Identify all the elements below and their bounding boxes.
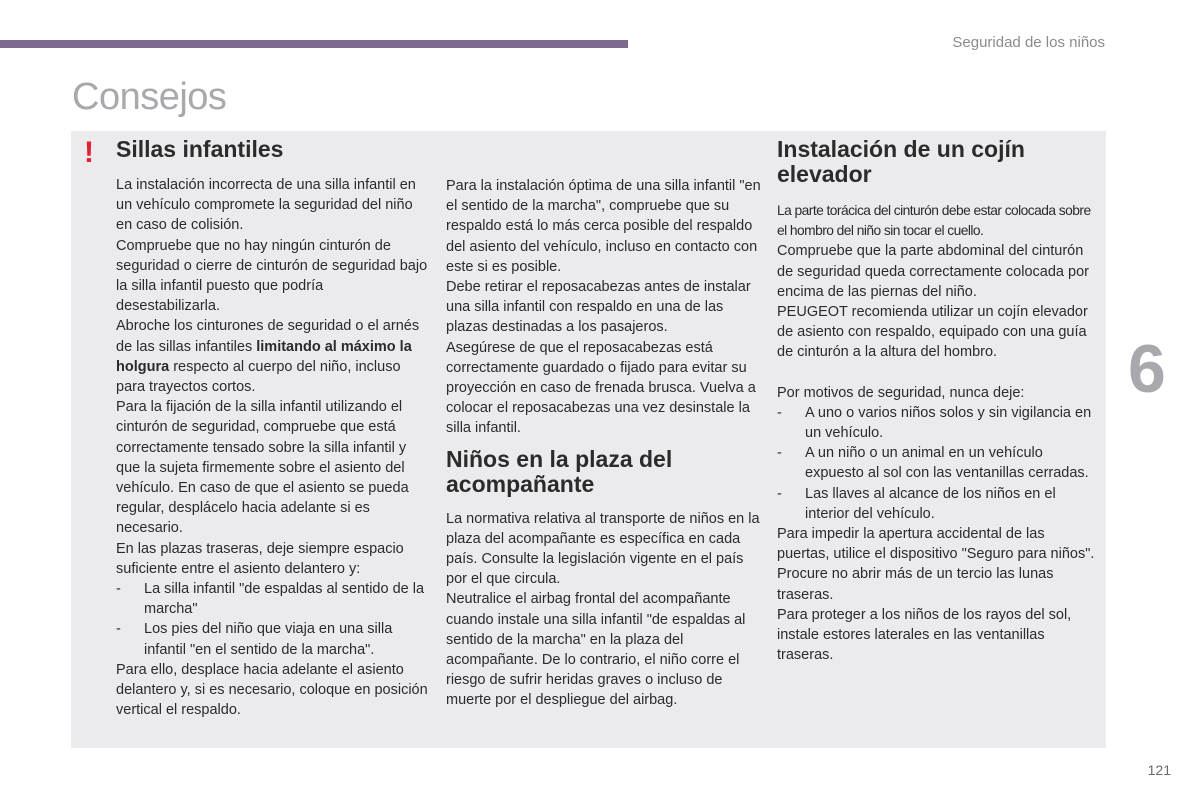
section-title-child-seats: Sillas infantiles [116, 136, 284, 162]
text-span: Abroche los cinturones de seguridad o el arnés de las sillas infantiles [116, 318, 420, 355]
section-title-booster-cushion: Instalación de un cojín elevador [777, 136, 1025, 187]
list-item: - Las llaves al alcance de los niños en el interior del vehículo. [777, 484, 1095, 524]
column-booster-cushion [777, 137, 1095, 665]
dash-list [116, 579, 428, 660]
chapter-number: 6 [1128, 331, 1166, 407]
dash-list [777, 403, 1095, 524]
paragraph: La instalación incorrecta de una silla infantil en un vehículo compromete la seguridad del niño en caso de colisión. [116, 177, 416, 234]
paragraph: Procure no abrir más de un tercio las lunas traseras. [777, 566, 1054, 603]
paragraph: PEUGEOT recomienda utilizar un cojín elevador de asiento con respaldo, equipado con una guía de cinturón a la altura del hombro. [777, 304, 1088, 361]
text-span: respecto al cuerpo del niño, incluso para trayectos cortos. [116, 358, 401, 396]
paragraph: La parte torácica del cinturón debe estar colocada sobre el hombro del niño sin tocar el cuello. [777, 203, 1091, 239]
paragraph: Compruebe que la parte abdominal del cinturón de seguridad queda correctamente colocada por encima de las piernas del niño. [777, 243, 1089, 300]
paragraph: Compruebe que no hay ningún cinturón de seguridad o cierre de cinturón de seguridad bajo la silla infantil puesto que podría desestabilizarla. [116, 237, 428, 315]
list-item: - A un niño o un animal en un vehículo expuesto al sol con las ventanillas cerradas. [777, 443, 1095, 483]
paragraph: Para ello, desplace hacia adelante el asiento delantero y, si es necesario, coloque en posición vertical el respaldo. [116, 661, 428, 719]
paragraph: Asegúrese de que el reposacabezas está correctamente guardado o fijado para evitar su proyección en caso de frenada brusca. Vuelva a colocar el reposacabezas una vez desinstale la silla infantil. [446, 339, 756, 437]
list-item: - La silla infantil "de espaldas al sentido de la marcha" [116, 579, 428, 619]
page-number: 121 [1147, 762, 1171, 778]
bold-text: limitando al máximo la holgura [116, 338, 412, 375]
paragraph: En las plazas traseras, deje siempre espacio suficiente entre el asiento delantero y: [116, 540, 404, 577]
page-title: Consejos [72, 76, 227, 118]
header-accent-bar [0, 40, 628, 48]
section-header: Seguridad de los niños [952, 34, 1105, 51]
paragraph: Para impedir la apertura accidental de las puertas, utilice el dispositivo "Seguro para niños". [777, 526, 1095, 563]
paragraph: Neutralice el airbag frontal del acompañante cuando instale una silla infantil "de espaldas al sentido de la marcha" en la plaza del acompañante. De lo contrario, el niño corre el riesgo de sufrir heridas graves o incluso de muerte por el despliegue del airbag. [446, 591, 746, 709]
paragraph: Por motivos de seguridad, nunca deje: [777, 384, 1025, 401]
list-item: - Los pies del niño que viaja en una silla infantil "en el sentido de la marcha". [116, 619, 428, 659]
section-title-front-passenger: Niños en la plaza del acompañante [446, 445, 673, 497]
warning-icon: ! [84, 136, 94, 169]
column-child-seats [116, 137, 428, 720]
paragraph: Para la fijación de la silla infantil utilizando el cinturón de seguridad, compruebe que está correctamente tensado sobre la silla infantil y que la sujeta firmemente sobre el asiento del vehículo. En caso de que el asiento se pueda regular, desplácelo hacia adelante si es necesario. [116, 399, 409, 537]
list-item: - A uno o varios niños solos y sin vigilancia en un vehículo. [777, 403, 1095, 443]
paragraph: Debe retirar el reposacabezas antes de instalar una silla infantil con respaldo en una de las plazas destinadas a los pasajeros. [446, 279, 751, 336]
column-front-passenger [446, 176, 764, 711]
paragraph: Para la instalación óptima de una silla infantil "en el sentido de la marcha", compruebe que su respaldo está lo más cerca posible del respaldo del asiento del vehículo, incluso en contacto con este si es posible. [446, 178, 761, 275]
paragraph [116, 316, 428, 397]
paragraph: Para proteger a los niños de los rayos del sol, instale estores laterales en las ventanillas traseras. [777, 606, 1072, 664]
spacer [777, 363, 1095, 383]
paragraph: La normativa relativa al transporte de niños en la plaza del acompañante es específica en cada país. Consulte la legislación vigente en el país por el que circula. [446, 510, 760, 588]
